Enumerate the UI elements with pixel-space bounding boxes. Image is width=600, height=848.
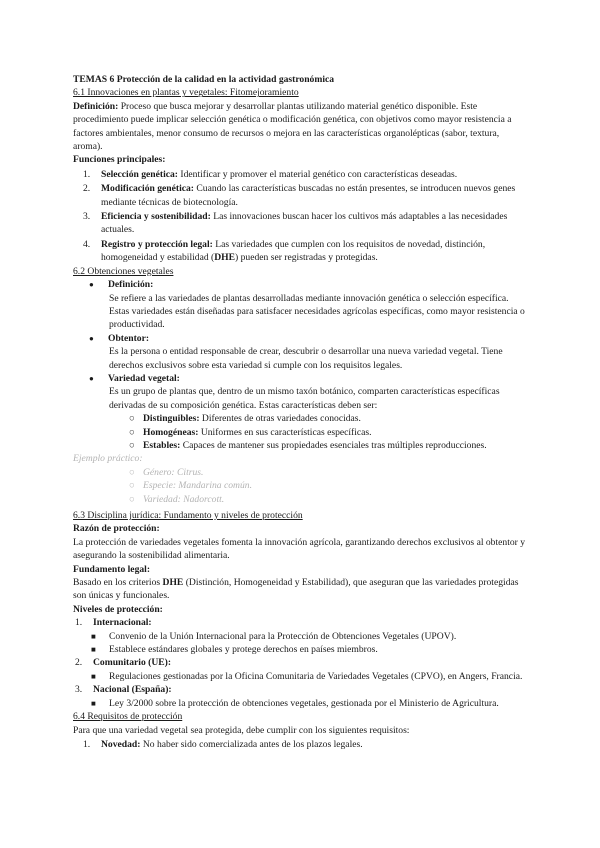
circle-bullet-icon: ○ [129, 426, 135, 438]
s61-functions-label: Funciones principales: [73, 154, 166, 166]
list-item: ○ Distinguibles: Diferentes de otras variedades conocidas. [129, 413, 361, 425]
bullet-icon: ● [89, 280, 94, 290]
document-title: TEMAS 6 Protección de la calidad en la actividad gastronómica [73, 74, 335, 85]
nivel-nacional: 3. Nacional (España): [75, 684, 172, 696]
section-6-1-heading: 6.1 Innovaciones en plantas y vegetales: Fitomejoramiento [73, 87, 299, 99]
list-item: ○ Homogéneas: Uniformes en sus características específicas. [129, 426, 372, 438]
s62-obtentor-text: Es la persona o entidad responsable de crear, descubrir o desarrollar una nueva variedad vegetal. Tiene derechos exclusivos sobre esta variedad si cumple con los requisitos legales. [109, 346, 503, 371]
list-item: 1. Novedad: No haber sido comercializada antes de los plazos legales. [83, 738, 363, 750]
list-item: ■ Establece estándares globales y protege derechos en países miembros. [91, 644, 378, 656]
circle-bullet-icon: ○ [129, 466, 135, 478]
list-item: 4. Registro y protección legal: Las variedades que cumplen con los requisitos de novedad, distinción, homogeneidad y estabilidad (DHE) pueden ser registradas y protegidas. [83, 238, 486, 264]
list-item: ■ Ley 3/2000 sobre la protección de obtenciones vegetales, gestionada por el Ministerio de Agricultura. [91, 697, 499, 709]
section-6-3-heading: 6.3 Disciplina jurídica: Fundamento y niveles de protección [73, 510, 303, 521]
s63-fundamento-text: Basado en los criterios DHE (Distinción, Homogeneidad y Estabilidad), que aseguran que las variedades protegidas son únicas y funcionales. [73, 577, 519, 602]
list-item: ■ Regulaciones gestionadas por la Oficina Comunitaria de Variedades Vegetales (CPVO), en Angers, Francia. [91, 670, 523, 682]
list-item: ○ Género: Citrus. [129, 466, 204, 478]
s63-fundamento-label: Fundamento legal: [73, 563, 151, 575]
s64-intro: Para que una variedad vegetal sea protegida, debe cumplir con los siguientes requisitos: [73, 724, 410, 736]
list-item: ○ Especie: Mandarina común. [129, 480, 252, 492]
nivel-internacional: 1. Internacional: [75, 617, 152, 629]
example-label: Ejemplo práctico: [73, 453, 143, 465]
document-page [73, 73, 529, 751]
circle-bullet-icon: ○ [129, 480, 135, 492]
square-bullet-icon: ■ [91, 645, 96, 655]
list-item: ○ Variedad: Nadorcott. [129, 493, 225, 505]
circle-bullet-icon: ○ [129, 439, 135, 451]
list-item: ○ Estables: Capaces de mantener sus propiedades esenciales tras múltiples reproducciones. [129, 439, 487, 451]
square-bullet-icon: ■ [91, 671, 96, 681]
s62-variedad-bullet: ● Variedad vegetal: [89, 372, 180, 384]
s62-definition-bullet: ● Definición: [89, 279, 154, 291]
list-item: 3. Eficiencia y sostenibilidad: Las innovaciones buscan hacer los cultivos más adaptables a las necesidades actuales. [83, 211, 508, 236]
bullet-icon: ● [89, 373, 94, 383]
square-bullet-icon: ■ [91, 698, 96, 708]
s62-obtentor-bullet: ● Obtentor: [89, 332, 150, 344]
list-item: 2. Modificación genética: Cuando las características buscadas no están presentes, se introducen nuevos genes mediante técnicas de biotecnología. [83, 183, 516, 208]
section-6-4-heading: 6.4 Requisitos de protección [73, 711, 183, 723]
circle-bullet-icon: ○ [129, 493, 135, 505]
list-item: ■ Convenio de la Unión Internacional para la Protección de Obtenciones Vegetales (UPOV). [91, 630, 457, 642]
section-6-2-heading: 6.2 Obtenciones vegetales [73, 265, 174, 277]
s63-razon-text: La protección de variedades vegetales fomenta la innovación agrícola, garantizando derechos exclusivos al obtentor y asegurando la sostenibilidad alimentaria. [73, 536, 526, 562]
circle-bullet-icon: ○ [129, 413, 135, 425]
s62-definition-text: Se refiere a las variedades de plantas desarrolladas mediante innovación genética o selección específica. Estas variedades están diseñadas para satisfacer necesidades agrícolas específicas, como mayor resistencia o productividad. [109, 292, 525, 331]
square-bullet-icon: ■ [91, 631, 96, 641]
s61-definition: Definición: Proceso que busca mejorar y desarrollar plantas utilizando material genético disponible. Este procedimiento puede implicar selección genética o modificación genética, con objetivos como mayor resistencia a factores ambientales, menor consumo de recursos o mejora en las características organolépticas (sabor, textura, aroma). [73, 100, 512, 153]
list-item: 1. Selección genética: Identificar y promover el material genético con características deseadas. [83, 168, 458, 180]
bullet-icon: ● [89, 333, 94, 343]
nivel-comunitario: 2. Comunitario (UE): [75, 657, 172, 669]
s63-niveles-label: Niveles de protección: [73, 603, 163, 615]
s63-razon-label: Razón de protección: [73, 523, 160, 535]
s62-variedad-text: Es un grupo de plantas que, dentro de un mismo taxón botánico, comparten características específicas derivadas de su composición genética. Estas características deben ser: [109, 386, 500, 411]
